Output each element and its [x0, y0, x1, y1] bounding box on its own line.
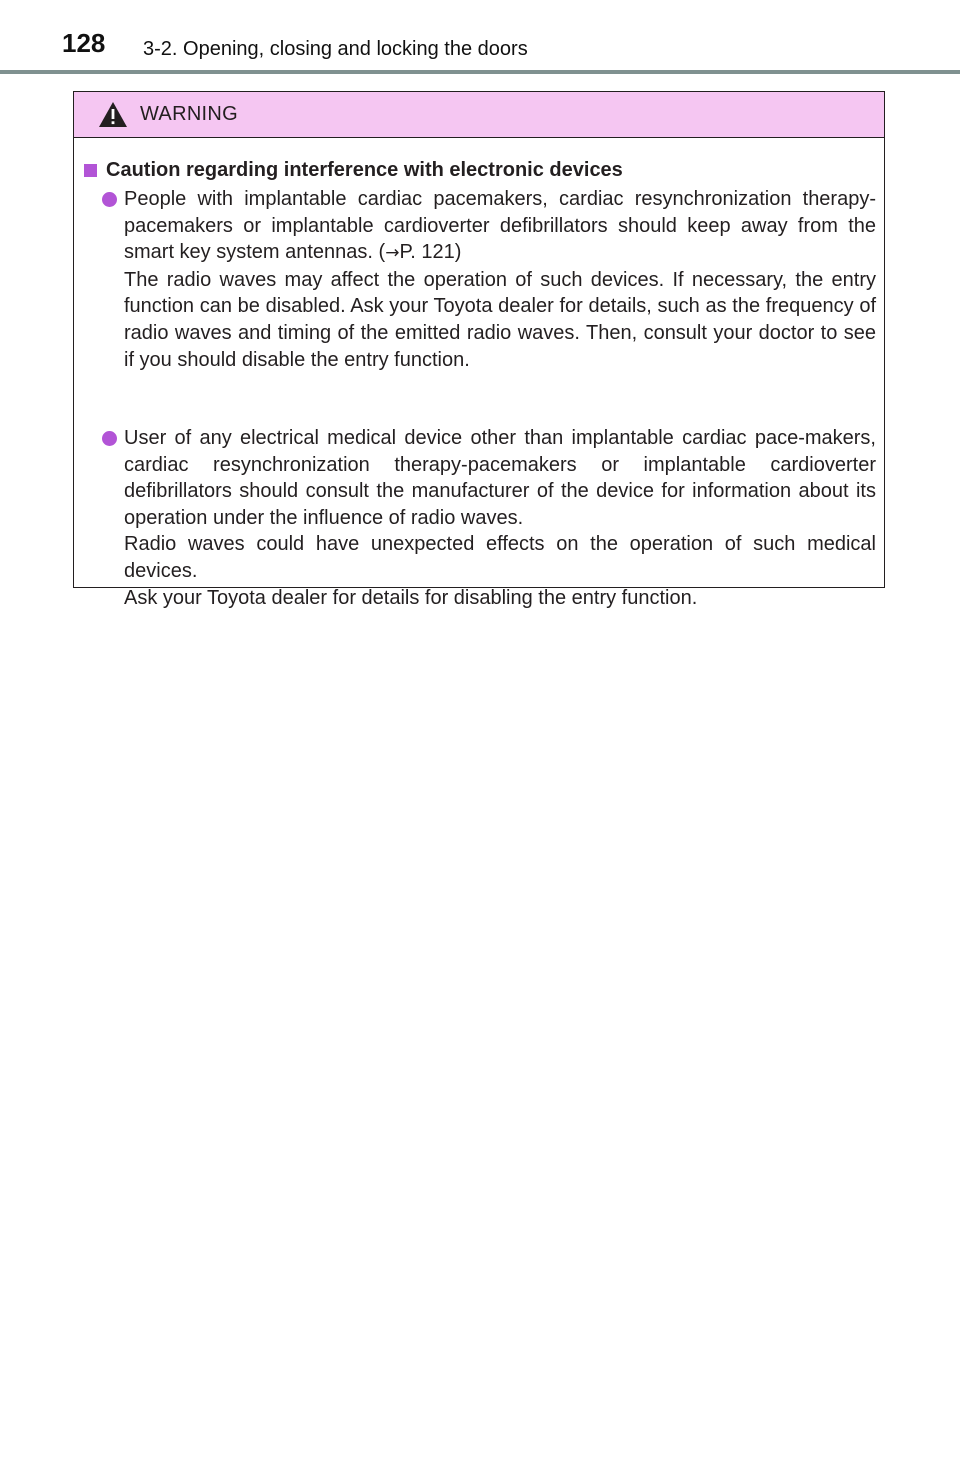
- list-item-text: [124, 425, 876, 611]
- paragraph: The radio waves may affect the operation of such devices. If necessary, the entry function can be disabled. Ask your Toyota dealer for details, such as the frequency of radio waves and timing of the emitted radio waves. Then, consult your doctor to see if you should disable the entry function.: [124, 268, 876, 371]
- page-header: [0, 0, 960, 76]
- warning-triangle-icon: [98, 101, 128, 128]
- list-item: [102, 186, 876, 373]
- header-rule: [0, 70, 960, 74]
- paragraph: User of any electrical medical device other than implantable cardiac pace-makers, cardiac resynchronization therapy-pacemakers or implantable cardioverter defibrillators should consult the manufacturer of the device for information about its operation under the influence of radio waves.: [124, 427, 876, 529]
- paragraph: Ask your Toyota dealer for details for disabling the entry function.: [124, 586, 698, 609]
- warning-header: [74, 92, 884, 138]
- dot-bullet-icon: [102, 431, 117, 446]
- paragraph-text: People with implantable cardiac pacemakers, cardiac resynchronization therapy-pacemakers or implantable cardioverter defibrillators should keep away from the smart key system antennas. (: [124, 188, 876, 264]
- warning-box: [73, 91, 885, 609]
- warning-label: WARNING: [140, 103, 239, 125]
- list-item: [102, 425, 876, 611]
- page-reference: P. 121): [399, 241, 462, 264]
- arrow-icon: →: [385, 243, 400, 264]
- paragraph: [124, 186, 876, 267]
- dot-bullet-icon: [102, 192, 117, 207]
- warning-subheading: [84, 159, 623, 182]
- subheading-text: Caution regarding interference with electronic devices: [106, 159, 623, 181]
- square-bullet-icon: [84, 164, 97, 177]
- paragraph: Radio waves could have unexpected effects on the operation of such medical devices.: [124, 533, 876, 582]
- page-number: 128: [62, 28, 106, 58]
- section-title: 3-2. Opening, closing and locking the doors: [143, 38, 528, 60]
- list-item-text: [124, 186, 876, 373]
